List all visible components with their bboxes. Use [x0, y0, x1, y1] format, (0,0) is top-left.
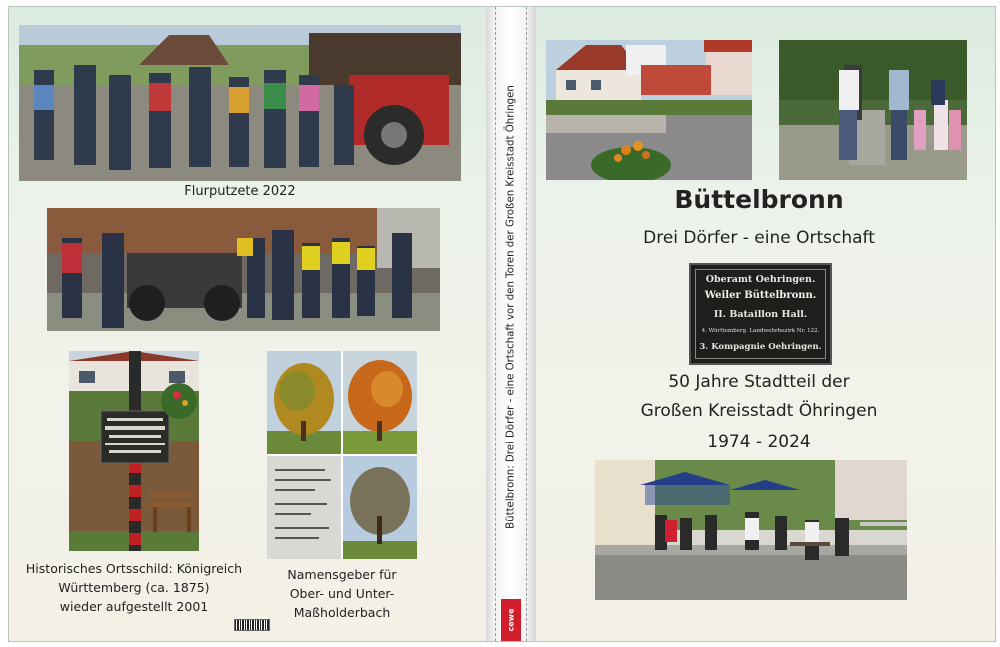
flurputzete-caption: Flurputzete 2022 [184, 184, 296, 199]
historic-sign-caption-line-3: wieder aufgestellt 2001 [59, 599, 209, 614]
spine-fold-right [526, 7, 527, 641]
sign-line-5: 3. Kompagnie Oehringen. [699, 342, 822, 352]
sign-line-1: Oberamt Oehringen. [705, 274, 816, 285]
tree-caption-line-1: Namensgeber für [287, 567, 397, 582]
cewe-logo-text: cewe [506, 608, 516, 632]
book-title: Büttelbronn [674, 185, 844, 214]
historic-sign-caption-line-1: Historisches Ortsschild: Königreich [25, 561, 243, 576]
book-spine [486, 7, 536, 641]
anniversary-years: 1974 - 2024 [707, 432, 811, 452]
village-festival-photo [595, 460, 907, 600]
spine-title: Büttelbronn: Drei Dörfer - eine Ortschaft vor den Toren der Großen Kreisstadt Öhringen [505, 85, 517, 529]
quad-group-photo [47, 208, 440, 331]
book-subtitle: Drei Dörfer - eine Ortschaft [643, 228, 875, 248]
historic-sign-caption-line-2: Württemberg (ca. 1875) [58, 580, 210, 595]
cewe-logo [501, 599, 521, 641]
anniversary-line-2: Großen Kreisstadt Öhringen [640, 401, 878, 421]
flurputzete-group-photo [19, 25, 461, 181]
trees-collage-photo [267, 351, 417, 559]
oberamt-sign-plate [689, 263, 832, 365]
tree-caption-line-2: Ober- und Unter- [289, 586, 395, 601]
tree-caption [262, 565, 422, 622]
village-street-photo [546, 40, 752, 180]
anniversary-line-1: 50 Jahre Stadtteil der [668, 372, 850, 392]
barcode-icon [234, 619, 270, 631]
historic-sign-caption [4, 559, 264, 616]
sign-ceremony-photo [779, 40, 967, 180]
tree-caption-line-3: Maßholderbach [293, 605, 391, 620]
sign-line-3: II. Bataillon Hall. [713, 309, 808, 320]
historic-sign-photo [69, 351, 199, 551]
sign-line-4: 4. Württemberg. Landwehrbezirk Nr. 122. [701, 328, 820, 334]
sign-line-2: Weiler Büttelbronn. [704, 290, 817, 301]
spine-fold-left [495, 7, 496, 641]
photo-book-cover [8, 6, 996, 642]
